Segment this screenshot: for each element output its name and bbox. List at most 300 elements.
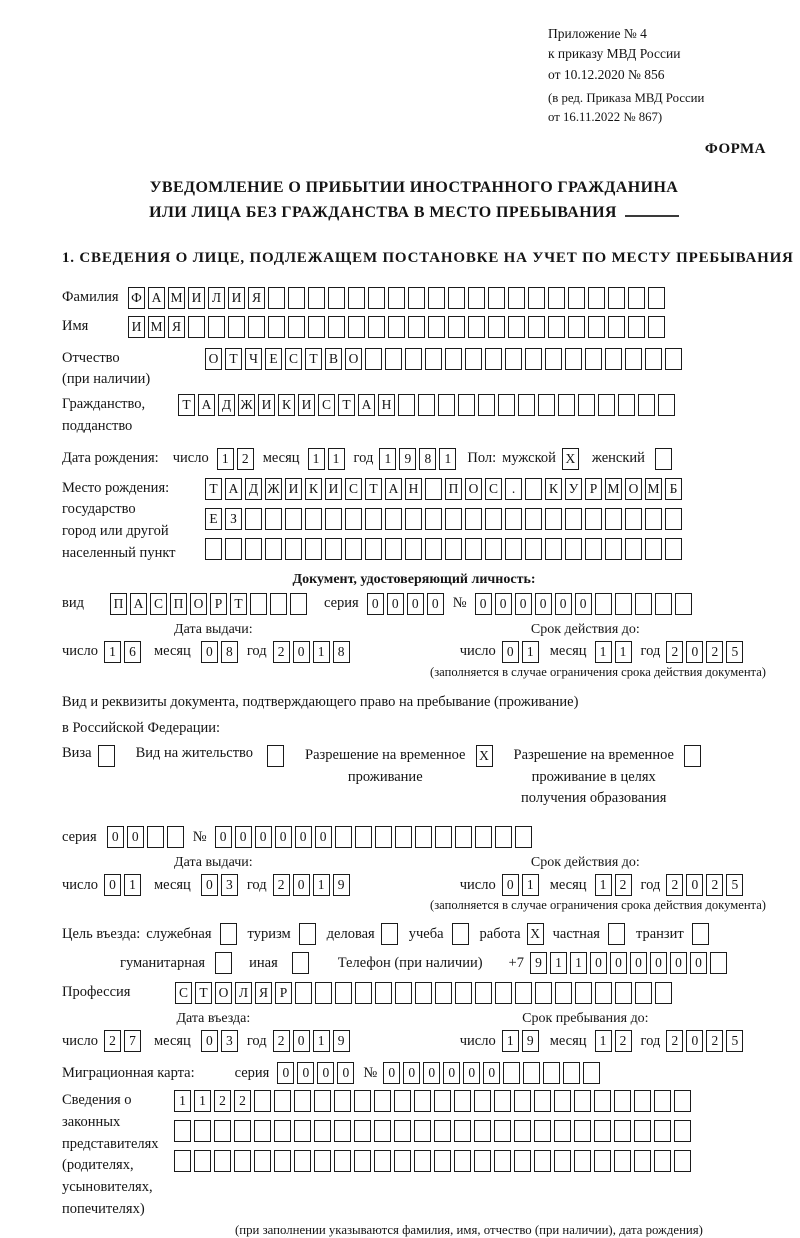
doc-issue-year-cells [273, 641, 353, 663]
char-cell [615, 593, 632, 615]
char-cell [214, 1150, 231, 1172]
char-cell [468, 287, 485, 309]
char-cell [425, 348, 442, 370]
char-cell [285, 508, 302, 530]
residence-doc-line1: Вид и реквизиты документа, подтверждающего право на пребывание (проживание) [62, 693, 579, 710]
char-cell [425, 478, 442, 500]
char-cell [494, 1150, 511, 1172]
char-cell [250, 593, 267, 615]
char-cell [354, 1120, 371, 1142]
char-cell: 0 [201, 874, 218, 896]
char-cell: Е [205, 508, 222, 530]
char-cell [245, 508, 262, 530]
char-cell: 0 [443, 1062, 460, 1084]
char-cell [575, 982, 592, 1004]
char-cell: Л [208, 287, 225, 309]
doc-valid-day-cells [502, 641, 542, 663]
char-cell: 2 [706, 874, 723, 896]
validity-note: (заполняется в случае ограничения срока действия документа) [430, 898, 766, 913]
char-cell [545, 348, 562, 370]
char-cell [505, 538, 522, 560]
phone-prefix: +7 [508, 954, 524, 971]
char-cell: А [130, 593, 147, 615]
char-cell [583, 1062, 600, 1084]
char-cell: О [345, 348, 362, 370]
char-cell [445, 508, 462, 530]
birth-place-label-line1: Место рождения: [62, 479, 170, 496]
char-cell [445, 538, 462, 560]
char-cell [270, 593, 287, 615]
char-cell [465, 348, 482, 370]
char-cell [314, 1150, 331, 1172]
char-cell: 1 [194, 1090, 211, 1112]
document-title [62, 176, 766, 226]
char-cell: Т [205, 478, 222, 500]
char-cell: 0 [201, 641, 218, 663]
char-cell [408, 316, 425, 338]
char-cell [645, 348, 662, 370]
char-cell [528, 287, 545, 309]
title-line-2-text: ИЛИ ЛИЦА БЕЗ ГРАЖДАНСТВА В МЕСТО ПРЕБЫВАНИЯ [149, 203, 617, 221]
char-cell: О [625, 478, 642, 500]
purpose-study-label: учеба [408, 925, 444, 942]
char-cell [594, 1150, 611, 1172]
char-cell [585, 348, 602, 370]
char-cell [398, 394, 415, 416]
char-cell: П [170, 593, 187, 615]
birth-place-cell-rows [205, 478, 685, 560]
char-cell: 2 [666, 874, 683, 896]
char-cell: Т [195, 982, 212, 1004]
permit-series-label: серия [62, 828, 97, 845]
char-cell [385, 508, 402, 530]
day-label: число [459, 1032, 496, 1049]
char-cell: В [325, 348, 342, 370]
doc-issue-date [62, 641, 365, 663]
char-cell [274, 1150, 291, 1172]
char-cell [335, 982, 352, 1004]
char-cell: Я [248, 287, 265, 309]
representatives-label-line1: Сведения о [62, 1092, 132, 1109]
migration-card-row [62, 1062, 766, 1084]
month-label: месяц [549, 643, 587, 660]
year-label: год [640, 1032, 661, 1049]
char-cell [665, 508, 682, 530]
char-cell [485, 348, 502, 370]
validity-note: (заполняется в случае ограничения срока действия документа) [430, 664, 766, 679]
char-cell [655, 593, 672, 615]
entry-day-cells [104, 1030, 144, 1052]
purpose-row-2 [120, 952, 766, 974]
char-cell: И [258, 394, 275, 416]
char-cell [385, 538, 402, 560]
day-label: число [172, 450, 209, 467]
char-cell [365, 348, 382, 370]
char-cell: 1 [439, 448, 456, 470]
char-cell [194, 1120, 211, 1142]
entry-date-header: Дата въезда: [176, 1011, 251, 1027]
char-cell: С [150, 593, 167, 615]
char-cell [475, 982, 492, 1004]
char-cell: 2 [666, 1030, 683, 1052]
char-cell [288, 287, 305, 309]
mig-number-cells [383, 1062, 603, 1084]
temp-residence-edu-item [514, 745, 704, 810]
char-cell [605, 508, 622, 530]
char-cell: О [205, 348, 222, 370]
char-cell: 2 [273, 641, 290, 663]
char-cell [675, 593, 692, 615]
char-cell [405, 538, 422, 560]
char-cell [365, 538, 382, 560]
char-cell: 0 [670, 952, 687, 974]
year-label: год [640, 876, 661, 893]
char-cell [214, 1120, 231, 1142]
char-cell: 2 [706, 641, 723, 663]
char-cell [585, 508, 602, 530]
representatives-label-line6: попечителях) [62, 1200, 145, 1217]
purpose-tourism-label: туризм [247, 925, 291, 942]
char-cell [381, 923, 398, 945]
char-cell [98, 745, 115, 767]
annex-note-line: (в ред. Приказа МВД России [548, 90, 705, 105]
birth-day-cells [217, 448, 257, 470]
char-cell [635, 593, 652, 615]
char-cell [488, 287, 505, 309]
char-cell: 1 [522, 641, 539, 663]
char-cell [308, 316, 325, 338]
char-cell: 0 [317, 1062, 334, 1084]
char-cell [525, 508, 542, 530]
char-cell [635, 982, 652, 1004]
char-cell: Т [305, 348, 322, 370]
char-cell [498, 394, 515, 416]
char-cell [254, 1120, 271, 1142]
doc-number-label: № [452, 595, 467, 612]
identity-doc-header: Документ, удостоверяющий личность: [292, 571, 536, 587]
purpose-transit-label: транзит [635, 925, 684, 942]
citizenship-label-line2: подданство [62, 417, 133, 434]
char-cell: 0 [315, 826, 332, 848]
birth-place-label-line4: населенный пункт [62, 544, 176, 561]
char-cell [628, 316, 645, 338]
char-cell [428, 316, 445, 338]
doc-issue-month-cells [201, 641, 241, 663]
char-cell [415, 982, 432, 1004]
representatives-label-line3: представителях [62, 1135, 159, 1152]
purpose-study-checkbox [452, 923, 472, 945]
char-cell [147, 826, 164, 848]
char-cell [684, 745, 701, 767]
char-cell: А [198, 394, 215, 416]
char-cell: 5 [726, 1030, 743, 1052]
year-label: год [246, 876, 267, 893]
temp-residence-label-line1: Разрешение на временное [305, 746, 466, 763]
char-cell: 0 [515, 593, 532, 615]
char-cell [435, 826, 452, 848]
char-cell [538, 394, 555, 416]
char-cell [414, 1150, 431, 1172]
char-cell [595, 982, 612, 1004]
mig-number-label: № [363, 1064, 378, 1081]
birth-place-cells-row1 [205, 478, 685, 500]
birth-place-label-line2: государство [62, 501, 136, 518]
char-cell [514, 1090, 531, 1112]
birth-place-cells-row3 [205, 538, 685, 560]
char-cell [365, 508, 382, 530]
char-cell: 2 [273, 874, 290, 896]
char-cell [408, 287, 425, 309]
patronymic-label [62, 348, 205, 392]
char-cell [608, 923, 625, 945]
char-cell: 0 [383, 1062, 400, 1084]
char-cell [354, 1150, 371, 1172]
permit-series-row [62, 826, 766, 848]
char-cell [368, 316, 385, 338]
surname-cells [128, 287, 668, 309]
char-cell: 0 [555, 593, 572, 615]
char-cell [438, 394, 455, 416]
char-cell [494, 1090, 511, 1112]
char-cell: С [285, 348, 302, 370]
permit-date-line [62, 874, 766, 896]
permit-date-headers [62, 855, 766, 871]
patronymic-label-line2: (при наличии) [62, 371, 151, 388]
char-cell [645, 508, 662, 530]
char-cell [563, 1062, 580, 1084]
purpose-humanitarian-checkbox [215, 952, 235, 974]
char-cell [234, 1150, 251, 1172]
char-cell [648, 316, 665, 338]
char-cell [305, 538, 322, 560]
residence-permit-item [136, 745, 287, 767]
char-cell [325, 508, 342, 530]
char-cell [503, 1062, 520, 1084]
char-cell: 1 [550, 952, 567, 974]
char-cell [288, 316, 305, 338]
char-cell: 0 [104, 874, 121, 896]
char-cell: И [128, 316, 145, 338]
char-cell: 0 [686, 641, 703, 663]
char-cell: 0 [367, 593, 384, 615]
valid-until-header: Срок действия до: [530, 855, 640, 871]
char-cell: 9 [333, 1030, 350, 1052]
char-cell [638, 394, 655, 416]
char-cell [565, 508, 582, 530]
stay-year-cells [666, 1030, 746, 1052]
visa-label: Виза [62, 744, 92, 761]
char-cell: 0 [407, 593, 424, 615]
char-cell [268, 287, 285, 309]
char-cell [435, 982, 452, 1004]
char-cell [692, 923, 709, 945]
char-cell [485, 538, 502, 560]
char-cell [414, 1120, 431, 1142]
char-cell [454, 1090, 471, 1112]
purpose-other-checkbox [292, 952, 312, 974]
char-cell [385, 348, 402, 370]
entry-date [62, 1030, 365, 1052]
char-cell [388, 316, 405, 338]
annex-line: Приложение № 4 [548, 26, 647, 41]
char-cell [645, 538, 662, 560]
char-cell [228, 316, 245, 338]
birth-date-row [62, 448, 766, 470]
char-cell [394, 1090, 411, 1112]
char-cell: 0 [337, 1062, 354, 1084]
char-cell [525, 538, 542, 560]
char-cell [315, 982, 332, 1004]
temp-residence-item [305, 745, 495, 789]
char-cell [418, 394, 435, 416]
char-cell: 2 [615, 874, 632, 896]
char-cell [355, 826, 372, 848]
char-cell: А [225, 478, 242, 500]
char-cell: 0 [630, 952, 647, 974]
char-cell [485, 508, 502, 530]
permit-issue-month-cells [201, 874, 241, 896]
char-cell [174, 1120, 191, 1142]
visit-purpose-row [62, 923, 766, 945]
char-cell [368, 287, 385, 309]
month-label: месяц [549, 876, 587, 893]
citizenship-label-line1: Гражданство, [62, 396, 146, 413]
char-cell: 1 [379, 448, 396, 470]
char-cell [245, 538, 262, 560]
char-cell [208, 316, 225, 338]
char-cell: М [645, 478, 662, 500]
char-cell: 1 [313, 1030, 330, 1052]
char-cell [328, 287, 345, 309]
char-cell: У [565, 478, 582, 500]
char-cell [565, 348, 582, 370]
day-label: число [62, 876, 98, 893]
char-cell: 3 [221, 874, 238, 896]
char-cell: О [190, 593, 207, 615]
patronymic-row [62, 348, 766, 392]
purpose-private-label: частная [552, 925, 600, 942]
char-cell [505, 348, 522, 370]
phone-label: Телефон (при наличии) [337, 954, 483, 971]
annex-line: от 10.12.2020 № 856 [548, 66, 665, 82]
name-cells [128, 316, 668, 338]
char-cell: 1 [313, 874, 330, 896]
char-cell: . [505, 478, 522, 500]
day-label: число [62, 643, 98, 660]
char-cell [608, 316, 625, 338]
char-cell [425, 508, 442, 530]
purpose-other-label: иная [249, 954, 278, 971]
char-cell: 0 [463, 1062, 480, 1084]
profession-label: Профессия [62, 984, 131, 1001]
char-cell [654, 1120, 671, 1142]
char-cell [394, 1120, 411, 1142]
citizenship-row [62, 394, 766, 438]
purpose-transit-checkbox [692, 923, 712, 945]
char-cell [554, 1120, 571, 1142]
char-cell: А [148, 287, 165, 309]
char-cell: 0 [590, 952, 607, 974]
char-cell [528, 316, 545, 338]
char-cell [588, 316, 605, 338]
char-cell [465, 508, 482, 530]
stay-until-date [365, 1030, 766, 1052]
male-label: мужской [502, 450, 556, 467]
annex-note-line: от 16.11.2022 № 867) [548, 109, 663, 124]
birth-date-label: Дата рождения: [62, 450, 159, 467]
char-cell [220, 923, 237, 945]
char-cell [225, 538, 242, 560]
purpose-business-checkbox [381, 923, 401, 945]
temp-residence-checkbox [476, 745, 496, 767]
char-cell: Т [230, 593, 247, 615]
char-cell: А [385, 478, 402, 500]
representatives-label-line4: (родителях, [62, 1157, 134, 1174]
char-cell [334, 1120, 351, 1142]
char-cell: 8 [333, 641, 350, 663]
char-cell [655, 448, 672, 470]
char-cell [328, 316, 345, 338]
char-cell: 2 [237, 448, 254, 470]
female-label: женский [591, 450, 645, 467]
char-cell: 0 [297, 1062, 314, 1084]
char-cell: 0 [293, 641, 310, 663]
birth-year-cells [379, 448, 459, 470]
representatives-row [62, 1090, 766, 1221]
permit-series-cells [107, 826, 187, 848]
char-cell [654, 1090, 671, 1112]
char-cell [618, 394, 635, 416]
title-line-1: УВЕДОМЛЕНИЕ О ПРИБЫТИИ ИНОСТРАННОГО ГРАЖДАНИНА [149, 179, 679, 197]
temp-residence-edu-label-line1: Разрешение на временное [513, 746, 674, 763]
char-cell: Т [225, 348, 242, 370]
temp-residence-edu-label [514, 745, 674, 810]
char-cell [405, 348, 422, 370]
char-cell [335, 826, 352, 848]
char-cell: 0 [277, 1062, 294, 1084]
citizenship-cells [178, 394, 678, 416]
char-cell [548, 287, 565, 309]
char-cell [295, 982, 312, 1004]
char-cell: Н [405, 478, 422, 500]
char-cell [194, 1150, 211, 1172]
char-cell [294, 1090, 311, 1112]
annex-block [548, 24, 766, 127]
char-cell [374, 1090, 391, 1112]
char-cell [448, 287, 465, 309]
doc-date-line [62, 641, 766, 663]
char-cell [454, 1150, 471, 1172]
stay-month-cells [595, 1030, 635, 1052]
profession-cells [175, 982, 675, 1004]
char-cell: 2 [234, 1090, 251, 1112]
char-cell: 0 [502, 874, 519, 896]
char-cell: 8 [221, 641, 238, 663]
sex-female-checkbox [655, 448, 675, 470]
char-cell [615, 982, 632, 1004]
char-cell [554, 1090, 571, 1112]
char-cell [515, 826, 532, 848]
char-cell [299, 923, 316, 945]
char-cell [394, 1150, 411, 1172]
char-cell [268, 316, 285, 338]
char-cell: 2 [104, 1030, 121, 1052]
char-cell [658, 394, 675, 416]
char-cell [205, 538, 222, 560]
char-cell: 2 [214, 1090, 231, 1112]
char-cell [488, 316, 505, 338]
char-cell [608, 287, 625, 309]
